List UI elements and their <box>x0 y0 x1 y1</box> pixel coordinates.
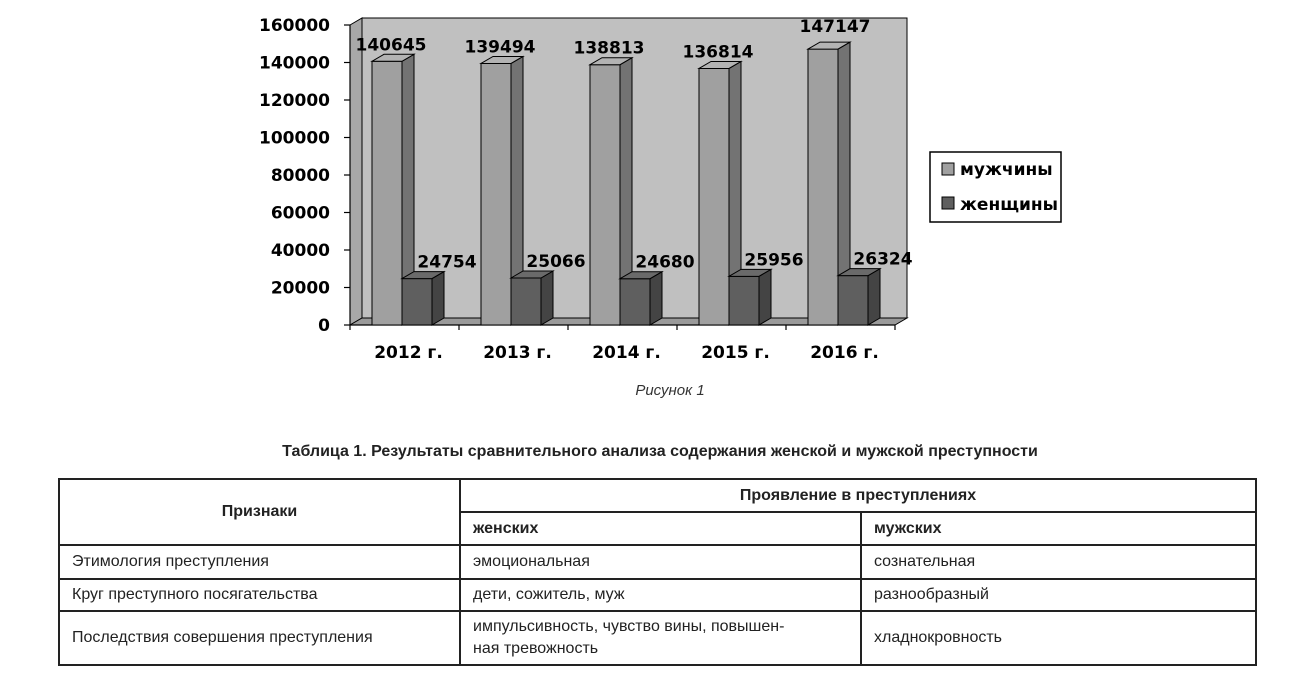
cell-female: дети, сожитель, муж <box>460 579 861 611</box>
bar-value-label: 139494 <box>464 37 536 58</box>
legend-label-women: женщины <box>960 195 1059 215</box>
y-tick-label: 0 <box>318 316 330 336</box>
y-tick-label: 140000 <box>259 53 330 74</box>
cell-sign: Последствия совершения преступления <box>59 611 460 665</box>
header-manifestation: Проявление в преступлениях <box>460 479 1256 512</box>
cell-male: разнообразный <box>861 579 1256 611</box>
x-tick-label: 2014 г. <box>592 343 661 363</box>
bar-value-label: 25066 <box>526 252 586 273</box>
cell-sign: Круг преступного посягательства <box>59 579 460 611</box>
bar-men <box>808 49 838 325</box>
y-tick-label: 20000 <box>270 278 330 299</box>
bar-women <box>511 278 541 325</box>
chart-side-wall <box>350 18 362 325</box>
cell-female-line1: импульсивность, чувство вины, повышен- <box>473 618 785 635</box>
bar-side <box>868 269 880 325</box>
bar-value-label: 138813 <box>573 38 645 59</box>
header-signs: Признаки <box>59 479 460 545</box>
legend-label-men: мужчины <box>960 160 1053 180</box>
x-tick-label: 2016 г. <box>810 343 879 363</box>
x-tick-label: 2015 г. <box>701 343 770 363</box>
figure-caption: Рисунок 1 <box>635 382 705 399</box>
y-tick-label: 80000 <box>270 166 330 186</box>
cell-male: хладнокровность <box>861 611 1256 665</box>
y-tick-label: 40000 <box>270 241 330 261</box>
bar-women <box>402 279 432 325</box>
bar-side <box>432 272 444 325</box>
cell-female <box>460 611 861 665</box>
bar-women <box>620 279 650 325</box>
bar-value-label: 147147 <box>799 17 871 37</box>
cell-female-line2: ная тревожность <box>473 640 599 657</box>
header-female: женских <box>460 512 861 545</box>
cell-female: эмоциональная <box>460 545 861 579</box>
cell-male: сознательная <box>861 545 1256 579</box>
y-tick-label: 160000 <box>259 16 330 36</box>
bar-value-label: 26324 <box>853 249 913 270</box>
bar-value-label: 24754 <box>417 252 477 273</box>
bar-value-label: 25956 <box>744 250 804 271</box>
bar-side <box>759 269 771 325</box>
table-header-row <box>59 479 1256 512</box>
table-row <box>59 579 1256 611</box>
table-row <box>59 611 1256 665</box>
table-title: Таблица 1. Результаты сравнительного анализа содержания женской и мужской преступности <box>282 443 1038 460</box>
y-tick-label: 100000 <box>259 128 330 149</box>
cell-sign: Этимология преступления <box>59 545 460 579</box>
bar-men <box>590 65 620 325</box>
legend-swatch-women <box>942 197 954 209</box>
legend-swatch-men <box>942 163 954 175</box>
y-tick-label: 60000 <box>270 203 330 224</box>
bar-value-label: 136814 <box>682 42 754 63</box>
y-tick-label: 120000 <box>259 91 330 111</box>
chart-legend <box>930 152 1061 222</box>
comparison-table <box>58 478 1257 666</box>
bar-men <box>481 63 511 325</box>
x-tick-label: 2012 г. <box>374 343 443 363</box>
bar-value-label: 24680 <box>635 252 695 273</box>
bar-men <box>372 61 402 325</box>
bar-men <box>699 68 729 325</box>
bar-value-label: 140645 <box>355 35 427 56</box>
header-male: мужских <box>861 512 1256 545</box>
bar-side <box>541 271 553 325</box>
x-tick-label: 2013 г. <box>483 343 552 363</box>
bar-side <box>650 272 662 325</box>
table-row <box>59 545 1256 579</box>
bar-women <box>729 276 759 325</box>
bar-women <box>838 276 868 325</box>
